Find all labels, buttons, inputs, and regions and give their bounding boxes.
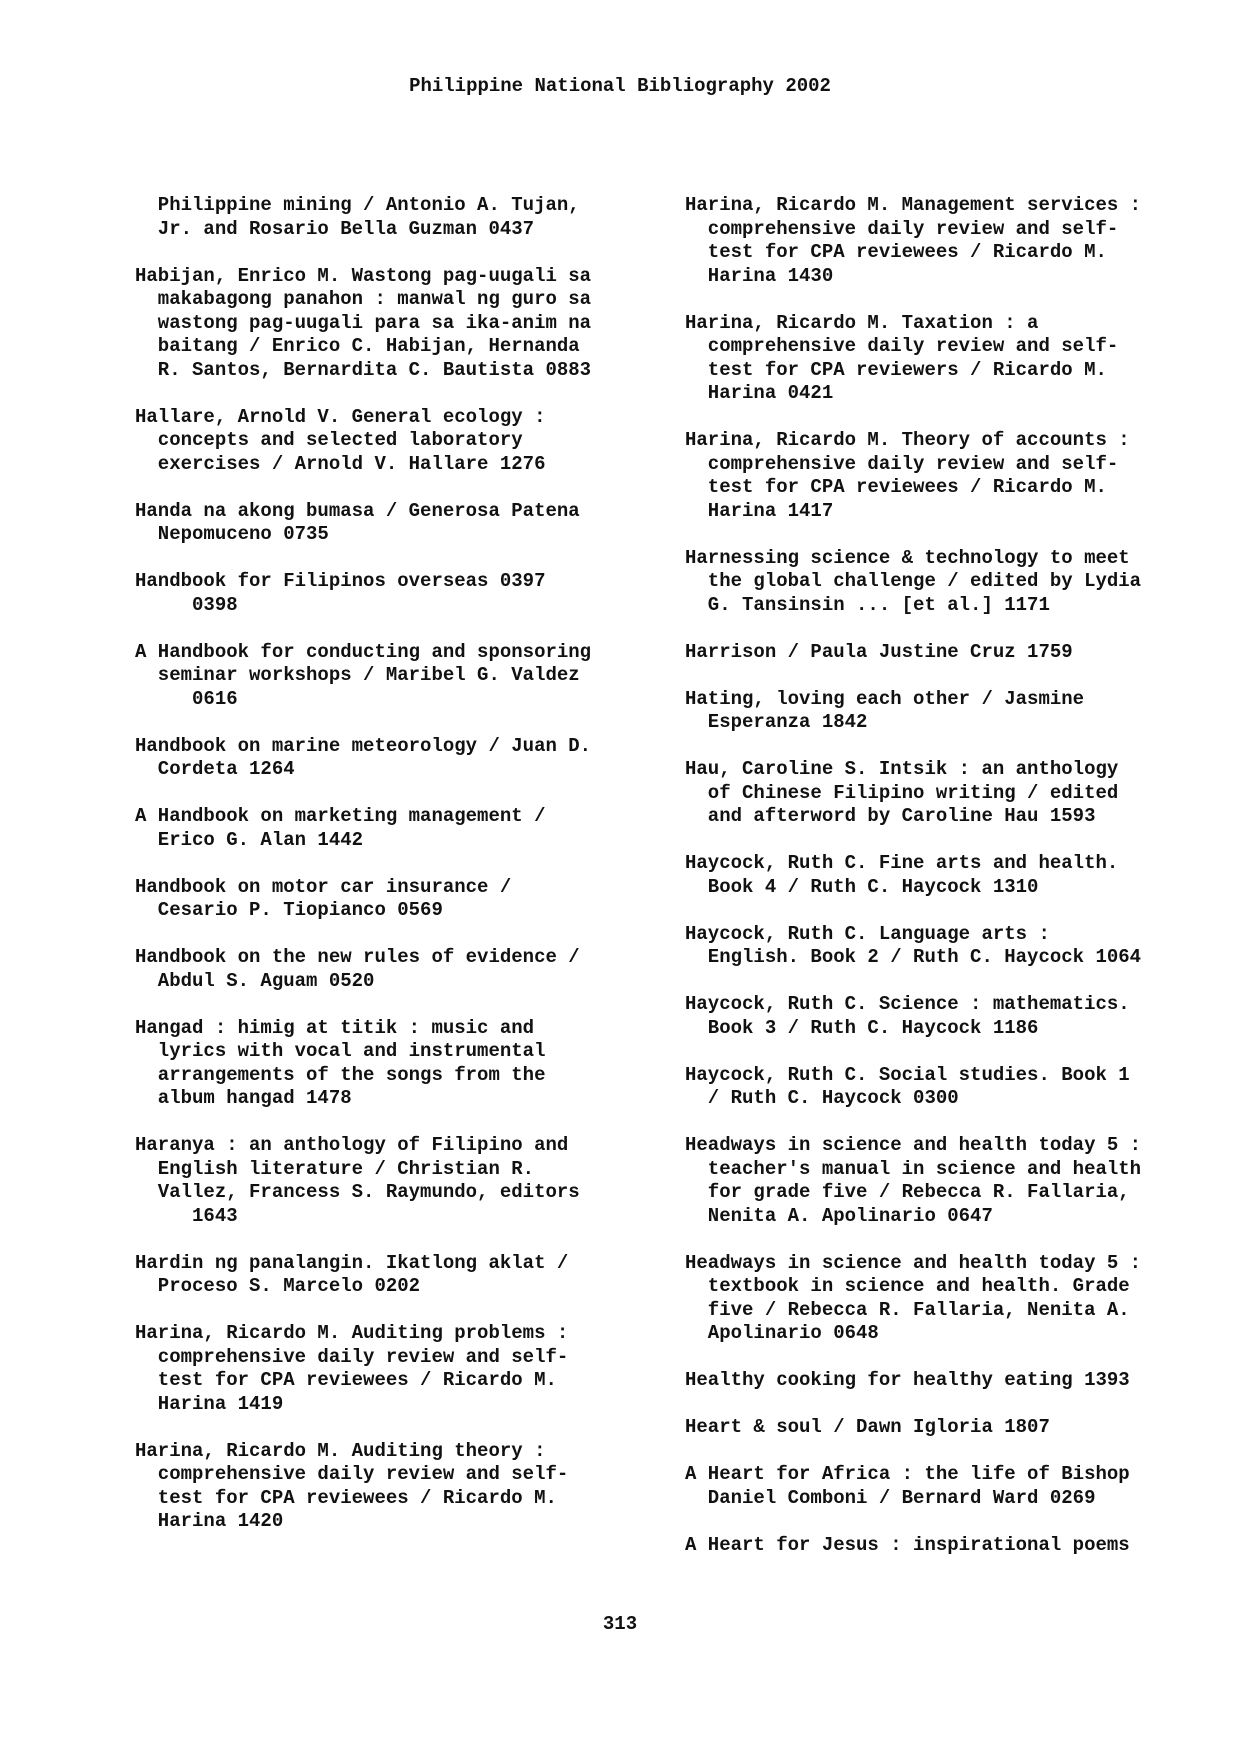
page-header-title: Philippine National Bibliography 2002 bbox=[409, 75, 831, 97]
bibliography-entry: Haycock, Ruth C. Fine arts and health. Book 4 / Ruth C. Haycock 1310 bbox=[685, 852, 1119, 898]
bibliography-entry: Handbook on motor car insurance / Cesario P. Tiopianco 0569 bbox=[135, 875, 512, 921]
bibliography-entry: Haycock, Ruth C. Social studies. Book 1 / Ruth C. Haycock 0300 bbox=[685, 1063, 1130, 1109]
bibliography-entry: Hardin ng panalangin. Ikatlong aklat / Proceso S. Marcelo 0202 bbox=[135, 1251, 569, 1297]
bibliography-entry: Handa na akong bumasa / Generosa Patena Nepomuceno 0735 bbox=[135, 499, 580, 545]
bibliography-entry: Harina, Ricardo M. Auditing problems : comprehensive daily review and self- test for CPA reviewees / Ricardo M. Harina 1419 bbox=[135, 1322, 569, 1415]
bibliography-entry: Handbook for Filipinos overseas 0397 0398 bbox=[135, 570, 546, 616]
bibliography-entry: Handbook on the new rules of evidence / Abdul S. Aguam 0520 bbox=[135, 946, 580, 992]
left-column bbox=[135, 194, 655, 1557]
bibliography-entry: Habijan, Enrico M. Wastong pag-uugali sa makabagong panahon : manwal ng guro sa wastong pag-uugali para sa ika-anim na baitang / Enrico C. Habijan, Hernanda R. Santos, Bernardita C. Bautista 0883 bbox=[135, 264, 592, 381]
bibliography-entry: Haranya : an anthology of Filipino and English literature / Christian R. Vallez, Francess S. Raymundo, editors 1643 bbox=[135, 1134, 580, 1227]
bibliography-entry: Harrison / Paula Justine Cruz 1759 bbox=[685, 640, 1073, 663]
right-column bbox=[685, 194, 1215, 1581]
bibliography-entry: Harina, Ricardo M. Management services : comprehensive daily review and self- test for CPA reviewees / Ricardo M. Harina 1430 bbox=[685, 194, 1142, 287]
bibliography-entry: A Handbook on marketing management / Erico G. Alan 1442 bbox=[135, 805, 546, 851]
bibliography-entry: Harina, Ricardo M. Auditing theory : comprehensive daily review and self- test for CPA reviewees / Ricardo M. Harina 1420 bbox=[135, 1439, 569, 1532]
bibliography-entry: Hallare, Arnold V. General ecology : concepts and selected laboratory exercises / Arnold V. Hallare 1276 bbox=[135, 405, 546, 475]
bibliography-entry: Headways in science and health today 5 : teacher's manual in science and health for grade five / Rebecca R. Fallaria, Nenita A. Apolinario 0647 bbox=[685, 1134, 1142, 1227]
bibliography-entry: Harina, Ricardo M. Taxation : a comprehensive daily review and self- test for CPA reviewers / Ricardo M. Harina 0421 bbox=[685, 311, 1119, 404]
bibliography-entry: Hau, Caroline S. Intsik : an anthology of Chinese Filipino writing / edited and afterword by Caroline Hau 1593 bbox=[685, 758, 1119, 827]
bibliography-entry: A Heart for Jesus : inspirational poems bbox=[685, 1533, 1130, 1556]
bibliography-entry: Philippine mining / Antonio A. Tujan, Jr. and Rosario Bella Guzman 0437 bbox=[157, 194, 580, 240]
bibliography-entry: Handbook on marine meteorology / Juan D. Cordeta 1264 bbox=[135, 734, 592, 780]
bibliography-entry: Hangad : himig at titik : music and lyrics with vocal and instrumental arrangements of the songs from the album hangad 1478 bbox=[135, 1016, 546, 1109]
bibliography-entry: Haycock, Ruth C. Language arts : English. Book 2 / Ruth C. Haycock 1064 bbox=[685, 922, 1142, 968]
page-number: 313 bbox=[602, 1613, 638, 1635]
bibliography-entry: Harina, Ricardo M. Theory of accounts : comprehensive daily review and self- test for CPA reviewees / Ricardo M. Harina 1417 bbox=[685, 429, 1130, 522]
bibliography-entry: A Handbook for conducting and sponsoring seminar workshops / Maribel G. Valdez 0616 bbox=[135, 640, 592, 710]
bibliography-entry: Healthy cooking for healthy eating 1393 bbox=[685, 1369, 1130, 1391]
bibliography-entry: Haycock, Ruth C. Science : mathematics. Book 3 / Ruth C. Haycock 1186 bbox=[685, 993, 1130, 1039]
bibliography-entry: Harnessing science & technology to meet the global challenge / edited by Lydia G. Tansinsin ... [et al.] 1171 bbox=[685, 546, 1142, 616]
bibliography-entry: Heart & soul / Dawn Igloria 1807 bbox=[685, 1416, 1050, 1438]
bibliography-entry: A Heart for Africa : the life of Bishop Daniel Comboni / Bernard Ward 0269 bbox=[685, 1463, 1130, 1509]
bibliography-entry: Headways in science and health today 5 : textbook in science and health. Grade five / Rebecca R. Fallaria, Nenita A. Apolinario 0648 bbox=[685, 1251, 1142, 1344]
bibliography-entry: Hating, loving each other / Jasmine Esperanza 1842 bbox=[685, 687, 1085, 733]
